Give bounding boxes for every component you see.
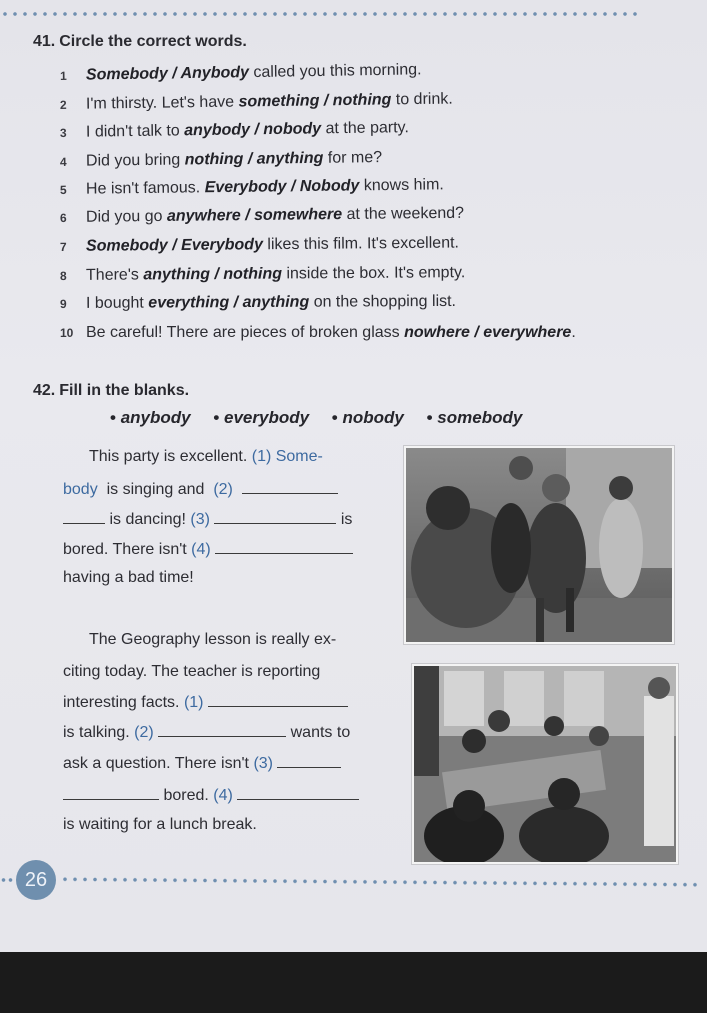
choice-separator: / [167, 65, 181, 83]
choice-1[interactable]: everything [148, 294, 230, 312]
item-number: 7 [59, 239, 67, 254]
item-number: 4 [59, 154, 67, 169]
choice-2[interactable]: Anybody [180, 64, 250, 83]
item-text-after: . [571, 324, 576, 341]
exercise-41-item-6 [60, 205, 464, 227]
geo-line-3: interesting facts. (1) [63, 692, 348, 712]
exercise-41-item-8 [60, 264, 465, 285]
item-text-after: knows him. [363, 176, 444, 195]
item-text-after: for me? [327, 149, 383, 167]
classroom-photo [412, 664, 678, 864]
choice-1[interactable]: nowhere [404, 324, 470, 341]
party-line-4: bored. There isn't (4) [63, 539, 353, 559]
exercise-41-item-3 [60, 119, 409, 142]
party-photo [404, 446, 674, 644]
item-text-before: He isn't famous. [85, 179, 201, 198]
item-text-after: likes this film. It's excellent. [267, 234, 460, 254]
dotted-border-top [0, 10, 640, 18]
choice-separator: / [229, 294, 243, 312]
choice-separator: / [167, 236, 182, 255]
choice-separator: / [209, 265, 224, 283]
word-options [110, 408, 540, 428]
item-number: 3 [59, 125, 67, 140]
item-number: 2 [59, 97, 67, 112]
exercise-41-item-2 [60, 91, 453, 114]
item-text-after: on the shopping list. [313, 292, 457, 311]
choice-2[interactable]: somewhere [254, 206, 343, 224]
geo-line-4: is talking. (2) wants to [63, 724, 351, 741]
choice-2[interactable]: anything [242, 293, 310, 312]
blank-party-2[interactable] [242, 479, 338, 494]
blank-geo-2[interactable] [158, 722, 286, 737]
word-option-anybody: • anybody [110, 408, 191, 427]
exercise-41-item-1 [60, 61, 422, 85]
item-text-after: called you this morning. [253, 61, 422, 81]
dotted-border-bottom [60, 875, 700, 889]
choice-2[interactable]: nothing [332, 91, 392, 110]
exercise-41-item-10 [60, 324, 576, 342]
item-number: 8 [59, 268, 67, 283]
exercise-42-number: 42. [33, 382, 56, 399]
choice-1[interactable]: anywhere [166, 207, 241, 225]
item-number: 5 [59, 182, 67, 197]
item-text-before: Did you bring [85, 151, 181, 170]
item-number: 1 [59, 68, 67, 83]
exercise-42-title: Fill in the blanks. [59, 382, 190, 399]
word-option-somebody: • somebody [427, 408, 523, 427]
choice-1[interactable]: anything [143, 265, 211, 284]
choice-separator: / [319, 92, 333, 110]
item-number: 10 [60, 326, 74, 340]
blank-geo-1[interactable] [208, 692, 348, 707]
geo-line-7: is waiting for a lunch break. [63, 816, 257, 833]
choice-separator: / [249, 121, 264, 139]
choice-2[interactable]: anything [256, 149, 324, 168]
choice-1[interactable]: nothing [184, 150, 244, 169]
choice-2[interactable]: nothing [223, 265, 283, 283]
blank-party-3[interactable] [214, 509, 336, 524]
party-line-1: This party is excellent. (1) Some- [89, 448, 323, 465]
party-line-5: having a bad time! [63, 569, 194, 586]
item-text-after: inside the box. It's empty. [286, 264, 466, 283]
item-text-after: at the party. [325, 119, 409, 138]
geo-line-1: The Geography lesson is really ex- [89, 631, 337, 648]
blank-geo-4[interactable] [237, 785, 359, 800]
choice-1[interactable]: anybody [184, 121, 251, 140]
exercise-41-item-5 [60, 176, 444, 199]
item-text-after: at the weekend? [346, 204, 465, 223]
word-option-everybody: • everybody [213, 408, 309, 427]
item-text-before: I didn't talk to [85, 122, 180, 141]
item-text-after: to drink. [395, 90, 453, 109]
blank-geo-3[interactable] [277, 753, 341, 768]
blank-party-2-cont[interactable] [63, 509, 105, 524]
item-text-before: Be careful! There are pieces of broken glass [86, 324, 400, 341]
exercise-41-title: Circle the correct words. [59, 33, 247, 50]
item-text-before: I'm thirsty. Let's have [85, 93, 235, 113]
choice-2[interactable]: everywhere [483, 324, 572, 341]
item-text-before: I bought [85, 294, 144, 312]
party-line-2: body is singing and (2) [63, 479, 338, 499]
blank-party-4[interactable] [215, 539, 353, 554]
choice-2[interactable]: Everybody [181, 236, 264, 254]
choice-1[interactable]: Somebody [85, 65, 168, 84]
choice-1[interactable]: Somebody [85, 237, 168, 255]
choice-1[interactable]: something [238, 92, 320, 111]
page-number-badge: 26 [16, 860, 56, 900]
choice-separator: / [243, 150, 257, 168]
item-number: 6 [59, 210, 67, 225]
choice-2[interactable]: Nobody [299, 177, 360, 196]
word-option-nobody: • nobody [332, 408, 404, 427]
choice-2[interactable]: nobody [263, 120, 322, 139]
party-line-3: is dancing! (3) is [63, 509, 352, 529]
item-text-before: Did you go [85, 207, 163, 226]
exercise-41-item-7 [60, 235, 459, 256]
choice-separator: / [240, 206, 255, 225]
blank-geo-3-cont[interactable] [63, 785, 159, 800]
choice-separator: / [469, 324, 484, 341]
exercise-41-number: 41. [33, 33, 56, 50]
item-number: 9 [59, 296, 67, 311]
geo-line-5: ask a question. There isn't (3) [63, 753, 341, 773]
exercise-42-heading [33, 382, 189, 400]
exercise-41-item-4 [60, 149, 382, 171]
geo-line-2: citing today. The teacher is reporting [63, 663, 321, 680]
exercise-41-item-9 [60, 293, 456, 313]
geo-line-6: bored. (4) [63, 785, 359, 805]
choice-separator: / [286, 178, 300, 196]
choice-1[interactable]: Everybody [204, 178, 287, 197]
dotted-border-bottom-left [0, 876, 14, 884]
exercise-41-heading [33, 33, 247, 51]
item-text-before: There's [85, 266, 139, 284]
